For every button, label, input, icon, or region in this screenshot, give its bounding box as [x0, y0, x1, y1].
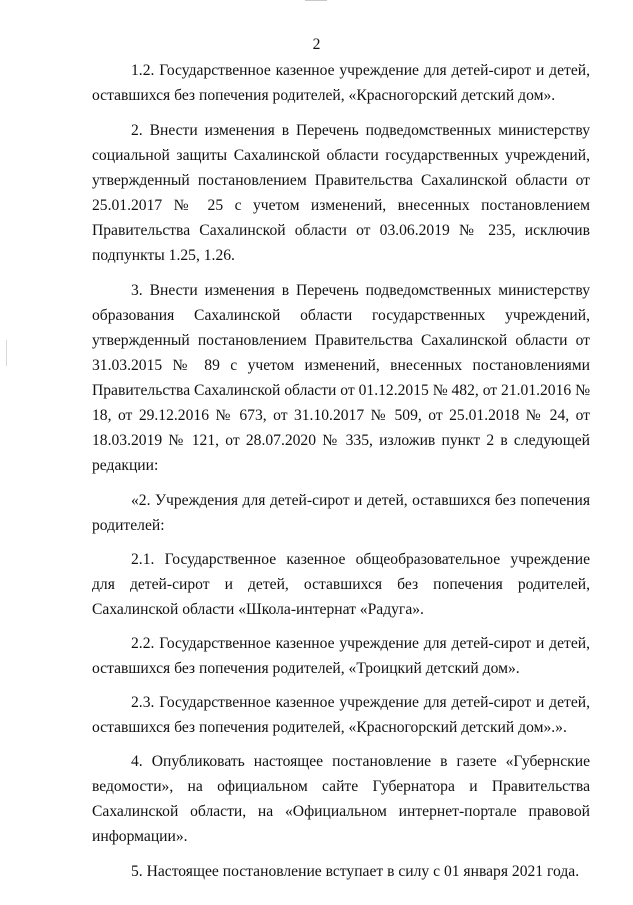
quoted-point-2: «2. Учреждения для детей-сирот и детей, оставшихся без попечения родителей:	[92, 492, 590, 534]
quoted-point-2-1: 2.1. Государственное казенное общеобразовательное учреждение для детей-сирот и детей, оставшихся без попечения родителей, Сахалинской области «Школа-интернат «Радуга».	[92, 551, 590, 618]
scan-artifact-left	[6, 340, 7, 366]
scan-artifact-top	[305, 0, 327, 1]
quoted-point-2-2: 2.2. Государственное казенное учреждение для детей-сирот и детей, оставшихся без попечения родителей, «Троицкий детский дом».	[92, 635, 590, 677]
quoted-point-2-3: 2.3. Государственное казенное учреждение для детей-сирот и детей, оставшихся без попечения родителей, «Красногорский детский дом».».	[92, 694, 590, 736]
paragraph-5: 5. Настоящее постановление вступает в силу с 01 января 2021 года.	[131, 863, 580, 880]
document-body	[92, 58, 590, 894]
paragraph-3: 3. Внести изменения в Перечень подведомственных министерству образования Сахалинской области государственных учреждений, утвержденный постановлением Правительства Сахалинской области от 31.03.2015 № 89 с учетом изменений, внесенных постановлениями Правительства Сахалинской области от 01.12.2015 № 482, от 21.01.2016 № 18, от 29.12.2016 № 673, от 31.10.2017 № 509, от 25.01.2018 № 24, от 18.03.2019 № 121, от 28.07.2020 № 335, изложив пункт 2 в следующей редакции:	[92, 282, 590, 474]
paragraph-2: 2. Внести изменения в Перечень подведомственных министерству социальной защиты Сахалинской области государственных учреждений, утвержденный постановлением Правительства Сахалинской области от 25.01.2017 № 25 с учетом изменений, внесенных постановлением Правительства Сахалинской области от 03.06.2019 № 235, исключив подпункты 1.25, 1.26.	[92, 122, 590, 264]
paragraph-1-2: 1.2. Государственное казенное учреждение для детей-сирот и детей, оставшихся без попечения родителей, «Красногорский детский дом».	[92, 62, 590, 104]
page-number: 2	[312, 36, 321, 53]
paragraph-4: 4. Опубликовать настоящее постановление в газете «Губернские ведомости», на официальном сайте Губернатора и Правительства Сахалинской области, на «Официальном интернет-портале правовой информации».	[92, 753, 590, 845]
